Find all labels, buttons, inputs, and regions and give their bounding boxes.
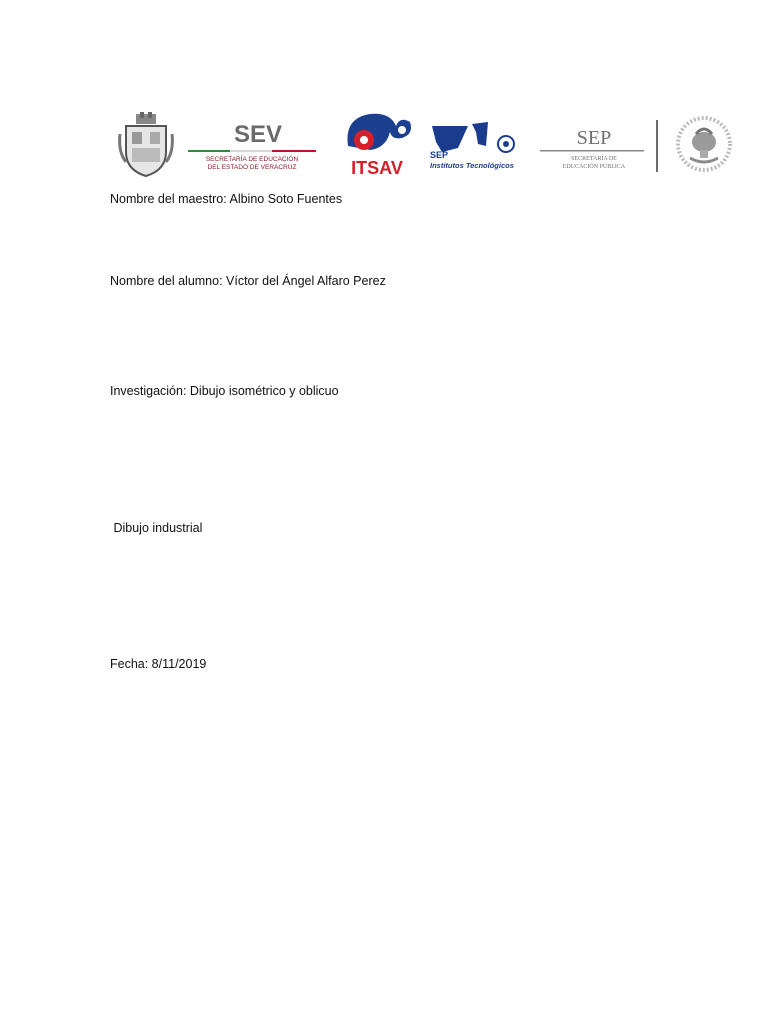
mexico-coat-of-arms-icon — [674, 114, 734, 174]
sep-subtitle-2: EDUCACIÓN PÚBLICA — [562, 164, 626, 170]
logo-strip — [112, 108, 732, 180]
sep-institutos-text-2: Institutos Tecnológicos — [430, 161, 514, 170]
sep-logo-text: SEP — [576, 127, 612, 149]
sep-subtitle-1: SECRETARÍA DE — [571, 156, 617, 162]
date: Fecha: 8/11/2019 — [110, 657, 207, 671]
sev-logo-text: SEV — [234, 121, 283, 148]
veracruz-coat-of-arms-icon — [118, 112, 174, 178]
sep-logo — [536, 118, 660, 174]
teacher-name: Nombre del maestro: Albino Soto Fuentes — [110, 192, 343, 206]
research-topic: Investigación: Dibujo isométrico y oblicuo — [110, 384, 339, 398]
sev-subtitle-1: SECRETARÍA DE EDUCACIÓN — [205, 156, 299, 163]
student-name: Nombre del alumno: Víctor del Ángel Alfaro Perez — [110, 274, 386, 288]
subject-name: Dibujo industrial — [110, 521, 203, 535]
sev-logo — [184, 116, 320, 176]
itsav-logo-text: ITSAV — [351, 158, 403, 178]
itsav-logo — [340, 110, 414, 178]
sev-subtitle-2: DEL ESTADO DE VERACRUZ — [207, 164, 297, 171]
sep-institutos-logo — [428, 118, 526, 172]
sep-institutos-text-1: SEP — [430, 150, 449, 160]
